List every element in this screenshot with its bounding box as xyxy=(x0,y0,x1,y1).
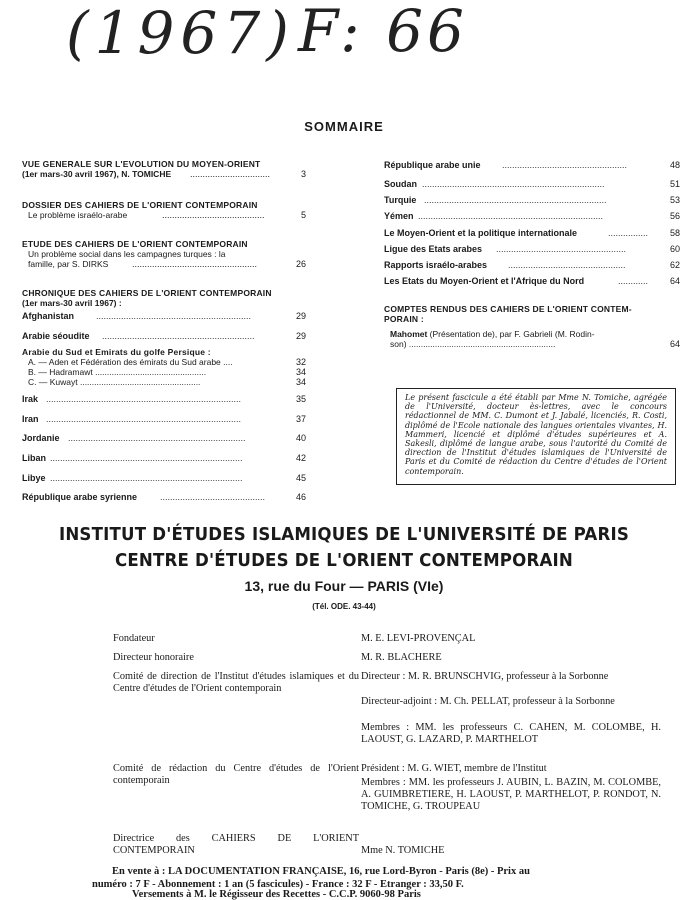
staff-label-comite-redaction: Comité de rédaction du Centre d'études de l'Orient contemporain xyxy=(113,763,359,786)
page-number: 40 xyxy=(295,433,306,443)
toc-entry-yemen: Yémen .......................................................................... 56 xyxy=(384,211,680,221)
address: 13, rue du Four — PARIS (VIe) xyxy=(244,578,444,594)
staff-value-honoraire: M. R. BLACHERE xyxy=(361,652,442,663)
toc-subentry-a: A. — Aden et Fédération des émirats du Sud arabe .... xyxy=(28,357,233,367)
entry-label: Afghanistan xyxy=(22,311,75,321)
footer-sale-line: En vente à : LA DOCUMENTATION FRANÇAISE, 16, rue Lord-Byron - Paris (8e) - Prix au xyxy=(112,866,530,877)
page-number: 56 xyxy=(669,211,680,221)
staff-value-membres2: Membres : MM. les professeurs J. AUBIN, L. BAZIN, M. COLOMBE, A. GUIMBRETIERE, H. LAOUST, P. MARTHELOT, P. RONDOT, N. TOMICHE, G. TROUPEAU xyxy=(361,777,661,812)
page-number: 5 xyxy=(300,210,306,220)
entry-label: B. — Hadramawt xyxy=(28,367,93,377)
entry-label: Liban xyxy=(22,453,46,463)
staff-value-president: Président : M. G. WIET, membre de l'Institut xyxy=(361,763,547,774)
section-subtitle: (1er mars-30 avril 1967), N. TOMICHE xyxy=(22,169,172,179)
page-number: 46 xyxy=(295,492,306,502)
toc-entry-libye: Libye ............................................................................. 45 xyxy=(22,473,306,483)
entry-label: son) xyxy=(390,339,407,349)
telephone: (Tél. ODE. 43-44) xyxy=(312,602,376,611)
staff-label-honoraire: Directeur honoraire xyxy=(113,652,194,663)
staff-value-fondateur: M. E. LEVI-PROVENÇAL xyxy=(361,633,476,644)
page-number: 26 xyxy=(295,259,306,269)
toc-subentry-c: C. — Kuwayt ................................................... xyxy=(28,377,201,387)
toc-entry-rau: République arabe unie .................................................. 48 xyxy=(384,160,680,170)
page-number: 62 xyxy=(669,260,680,270)
toc-section-comptes-rendus xyxy=(384,304,680,349)
toc-entry-irak: Irak .............................................................................. 35 xyxy=(22,394,306,404)
page-number: 29 xyxy=(295,331,306,341)
entry-label: Les Etats du Moyen-Orient et l'Afrique du Nord xyxy=(384,276,585,286)
footer-price-line: numéro : 7 F - Abonnement : 1 an (5 fascicules) - France : 32 F - Etranger : 33,50 F. xyxy=(92,879,464,890)
page-number: 34 xyxy=(295,377,306,387)
section-heading: ETUDE DES CAHIERS DE L'ORIENT CONTEMPORAIN xyxy=(22,239,248,249)
staff-label-comite-direction: Comité de direction de l'Institut d'études islamiques et du Centre d'études de l'Orient contemporain xyxy=(113,671,359,694)
page-number: 29 xyxy=(295,311,306,321)
toc-subentry-mahomet xyxy=(384,329,680,339)
page-number: 53 xyxy=(669,195,680,205)
entry-label: Irak xyxy=(22,394,39,404)
toc-entry-turquie: Turquie ......................................................................... 53 xyxy=(384,195,680,205)
entry-label: République arabe unie xyxy=(384,160,481,170)
toc-entry-ligue: Ligue des Etats arabes .................................................... 60 xyxy=(384,244,680,254)
entry-label: Ligue des Etats arabes xyxy=(384,244,483,254)
entry-label: Yémen xyxy=(384,211,414,221)
entry-title: Mahomet xyxy=(390,329,428,339)
page-number: 45 xyxy=(295,473,306,483)
toc-entry-arabie: Arabie séoudite ............................................................. 29 xyxy=(22,331,306,341)
institute-title: INSTITUT D'ÉTUDES ISLAMIQUES DE L'UNIVERSITÉ DE PARIS xyxy=(58,525,630,545)
toc-entry-moyen-orient: Le Moyen-Orient et la politique internationale ................ 58 xyxy=(384,228,680,238)
section-subtitle: Le problème israélo-arabe xyxy=(28,210,128,220)
staff-value-adjoint: Directeur-adjoint : M. Ch. PELLAT, professeur à la Sorbonne xyxy=(361,696,615,707)
entry-label: A. — Aden et Fédération des émirats du Sud arabe xyxy=(28,357,221,367)
section-subtitle: famille, par S. DIRKS xyxy=(28,259,109,269)
toc-entry-syrie: République arabe syrienne .......................................... 46 xyxy=(22,492,306,502)
staff-label-fondateur: Fondateur xyxy=(113,633,155,644)
staff-value-membres: Membres : MM. les professeurs C. CAHEN, M. COLOMBE, H. LAOUST, G. LAZARD, P. MARTHELOT xyxy=(361,722,661,745)
section-subtitle: (1er mars-30 avril 1967) : xyxy=(22,298,122,308)
section-heading-cont: PORAIN : xyxy=(384,314,424,324)
staff-value-directeur: Directeur : M. R. BRUNSCHVIG, professeur à la Sorbonne xyxy=(361,671,609,682)
entry-label: Jordanie xyxy=(22,433,60,443)
entry-label: Libye xyxy=(22,473,46,483)
centre-title: CENTRE D'ÉTUDES DE L'ORIENT CONTEMPORAIN xyxy=(114,551,574,571)
entry-label: République arabe syrienne xyxy=(22,492,138,502)
toc-entry-rapports: Rapports israélo-arabes ............................................... 62 xyxy=(384,260,680,270)
toc-entry-jordanie: Jordanie ....................................................................... 40 xyxy=(22,433,306,443)
page-number: 3 xyxy=(300,169,306,179)
page-number: 64 xyxy=(669,339,680,349)
toc-entry-liban: Liban ............................................................................. 42 xyxy=(22,453,306,463)
staff-label-directrice: Directrice des CAHIERS DE L'ORIENT CONTEMPORAIN xyxy=(113,833,359,856)
page-number: 58 xyxy=(669,228,680,238)
toc-section-etude: ETUDE DES CAHIERS DE L'ORIENT CONTEMPORAIN Un problème social dans les campagnes turques : la famille, par S. DIRKS .................................................. 26 xyxy=(22,239,306,269)
section-subtitle: Un problème social dans les campagnes turques : la xyxy=(28,249,226,259)
entry-label: Rapports israélo-arabes xyxy=(384,260,488,270)
entry-label: C. — Kuwayt xyxy=(28,377,78,387)
page-title: SOMMAIRE xyxy=(304,119,384,134)
page-number: 51 xyxy=(669,179,680,189)
footer-payment-line: Versements à M. le Régisseur des Recettes - C.C.P. 9060-98 Paris xyxy=(132,889,421,900)
entry-label: Soudan xyxy=(384,179,417,189)
entry-label: Turquie xyxy=(384,195,417,205)
page-number: 37 xyxy=(295,414,306,424)
section-heading: Arabie du Sud et Emirats du golfe Persique : xyxy=(22,347,211,357)
toc-subentry-b: B. — Hadramawt ............................................... xyxy=(28,367,207,377)
entry-label: Arabie séoudite xyxy=(22,331,90,341)
toc-entry-afrique: Les Etats du Moyen-Orient et l'Afrique du Nord ............ 64 xyxy=(384,276,680,286)
page-number: 35 xyxy=(295,394,306,404)
entry-label: Iran xyxy=(22,414,39,424)
page-number: 34 xyxy=(295,367,306,377)
toc-section-vue-generale: VUE GENERALE SUR L'EVOLUTION DU MOYEN-ORIENT (1er mars-30 avril 1967), N. TOMICHE ................................ 3 xyxy=(22,159,306,179)
toc-section-dossier: DOSSIER DES CAHIERS DE L'ORIENT CONTEMPORAIN Le problème israélo-arabe ......................................... 5 xyxy=(22,200,306,220)
entry-label: (Présentation de), par F. Gabrieli (M. Rodin- xyxy=(427,329,595,339)
toc-section-chronique xyxy=(22,288,306,308)
section-heading: DOSSIER DES CAHIERS DE L'ORIENT CONTEMPORAIN xyxy=(22,200,258,210)
section-heading: COMPTES RENDUS DES CAHIERS DE L'ORIENT CONTEM- xyxy=(384,304,632,314)
page-number: 48 xyxy=(669,160,680,170)
section-heading: CHRONIQUE DES CAHIERS DE L'ORIENT CONTEMPORAIN xyxy=(22,288,272,298)
page-number: 60 xyxy=(669,244,680,254)
toc-entry-afghanistan: Afghanistan .............................................................. 29 xyxy=(22,311,306,321)
toc-section-golfe xyxy=(22,347,306,387)
page-number: 32 xyxy=(295,357,306,367)
section-heading: VUE GENERALE SUR L'EVOLUTION DU MOYEN-ORIENT xyxy=(22,159,261,169)
toc-subentry-mahomet-cont: son) .............................................................. xyxy=(390,339,556,349)
toc-entry-soudan: Soudan ......................................................................... 51 xyxy=(384,179,680,189)
page-number: 42 xyxy=(295,453,306,463)
handwritten-reference: F: 66 xyxy=(298,0,468,65)
staff-value-directrice: Mme N. TOMICHE xyxy=(361,845,445,856)
page-number: 64 xyxy=(669,276,680,286)
toc-entry-iran: Iran .............................................................................. 37 xyxy=(22,414,306,424)
editorial-notice: Le présent fascicule a été établi par Mme N. Tomiche, agrégée de l'Université, docteur ès-lettres, avec le concours rédactionnel de MM. C. Dumont et J. Jabalé, licenciés, R. Costi, diplômé de l'Ecole nationale des langues orientales vivantes, H. Mammeri, licencié et diplômé d'études supérieures et A. Sakesli, diplômé de langue arabe, sous l'autorité du Comité de direction de l'Institut d'études islamiques de l'Université de Paris et du Comité de rédaction du Centre d'études de l'Orient contemporain. xyxy=(396,388,676,485)
handwritten-year: (1967) xyxy=(66,0,295,67)
entry-label: Le Moyen-Orient et la politique internationale xyxy=(384,228,578,238)
